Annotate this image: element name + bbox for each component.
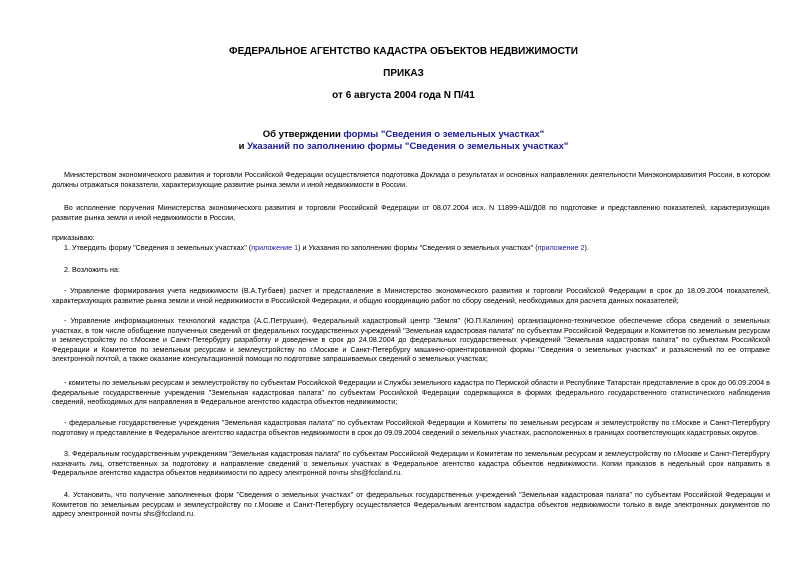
appendix-1-link[interactable]: приложение 1 [251, 243, 299, 252]
item-1-text-b: ) и Указания по заполнению формы "Сведения о земельных участках" ( [298, 243, 538, 252]
document-title-line-2 [0, 141, 807, 153]
title-prefix-2: и [238, 141, 248, 152]
paragraph-order-basis: Во исполнение поручения Министерства экономического развития и торговли Российской Федерации от 08.07.2004 исх. N 11899-АШ/Д08 по подготовке и представлению показателей, характеризующих развитие рынка земли и иной недвижимости в России, [52, 203, 770, 222]
paragraph-order-word: приказываю: [52, 233, 95, 242]
paragraph-item-2-it-management: - Управление информационных технологий кадастра (А.С.Петрушин), Федеральный кадастровый центр "Земля" (Ю.П.Калинин) организационно-техническое обеспечение сбора сведений о земельных участках, в том числе обобщение полученных сведений от федеральных государственных учреждений "Земельная кадастровая палата" по субъектам Российской Федерации и Комитетов по земельным ресурсам и землеустройству по г.Москве и Санкт-Петербургу разработку и доведение в срок до 24.08.2004 до федеральных государственных учреждений "Земельная кадастровая палата" по субъектам Российской Федерации и Комитетов по земельным ресурсам и землеустройству по г.Москве и Санкт-Петербургу машинно-ориентированной формы "Сведения о земельных участках" и разъяснений по ее отправке электронной почтой, а также оказание консультационной помощи по подготовке запрашиваемых сведений о земельных участках; [52, 316, 770, 364]
paragraph-item-2-cadastral-chambers: - федеральные государственные учреждения "Земельная кадастровая палата" по субъектам Российской Федерации и Комитеты по земельным ресурсам и землеустройству по г.Москве и Санкт-Петербургу подготовку и представление в Федеральное агентство кадастра объектов недвижимости в срок до 09.09.2004 сведений о земельных участках, расположенных в границах соответствующих кадастровых округов. [52, 418, 770, 437]
title-prefix-1: Об утверждении [262, 129, 344, 140]
item-1-text-c: ). [584, 243, 589, 252]
paragraph-item-2: 2. Возложить на: [64, 265, 120, 274]
paragraph-item-2-registration: - Управление формирования учета недвижимости (В.А.Тугбаев) расчет и представление в Министерство экономического развития и торговли Российской Федерации в срок до 18.09.2004 показателей, характеризующих развитие рынка земли и иной недвижимости в Российской Федерации, и общую координацию работ по сбору сведений, необходимых для расчета данных показателей; [52, 286, 770, 305]
document-type: ПРИКАЗ [383, 68, 424, 79]
appendix-2-link[interactable]: приложение 2 [537, 243, 585, 252]
document-date: от 6 августа 2004 года N П/41 [332, 90, 475, 101]
form-link[interactable]: формы "Сведения о земельных участках" [343, 129, 545, 140]
paragraph-item-3: 3. Федеральным государственным учреждениям "Земельная кадастровая палата" по субъектам Российской Федерации и Комитетам по земельным ресурсам и землеустройству по г.Москве и Санкт-Петербургу назначить лиц, ответственных за подготовку и направление сведений о земельных участках в Федеральное агентство кадастра объектов недвижимости. Копии приказов в недельный срок направить в Федеральное агентство кадастра объектов недвижимости по адресу электронной почты shs@fccland.ru. [52, 449, 770, 478]
document-title-line-1 [0, 129, 807, 141]
paragraph-preamble: Министерством экономического развития и торговли Российской Федерации осуществляется подготовка Доклада о результатах и основных направлениях деятельности Минэкономразвития России, в котором должны отражаться показатели, характеризующие развитие рынка земли и иной недвижимости в России. [52, 170, 770, 189]
instructions-link[interactable]: Указаний по заполнению формы "Сведения о земельных участках" [247, 141, 569, 152]
agency-heading: ФЕДЕРАЛЬНОЕ АГЕНТСТВО КАДАСТРА ОБЪЕКТОВ НЕДВИЖИМОСТИ [229, 46, 578, 57]
paragraph-item-1 [64, 243, 770, 253]
paragraph-item-2-committees: - комитеты по земельным ресурсам и землеустройству по субъектам Российской Федерации и Службы земельного кадастра по Пермской области и Республике Татарстан представление в срок до 06.09.2004 в федеральные государственные учреждения "Земельная кадастровая палата" по субъектам Российской Федерации содержащихся в формах федерального государственного статистического наблюдения сведений, необходимых для направления в Федеральное агентство кадастра объектов недвижимости; [52, 378, 770, 407]
paragraph-item-4: 4. Установить, что получение заполненных форм "Сведения о земельных участках" от федеральных государственных учреждений "Земельная кадастровая палата" по субъектам Российской Федерации и Комитетов по земельным ресурсам и землеустройству по г.Москве и Санкт-Петербургу осуществляется Федеральным агентством кадастра объектов недвижимости только в виде электронных документов по адресу электронной почты shs@fccland.ru. [52, 490, 770, 519]
item-1-text-a: 1. Утвердить форму "Сведения о земельных участках" ( [64, 243, 252, 252]
